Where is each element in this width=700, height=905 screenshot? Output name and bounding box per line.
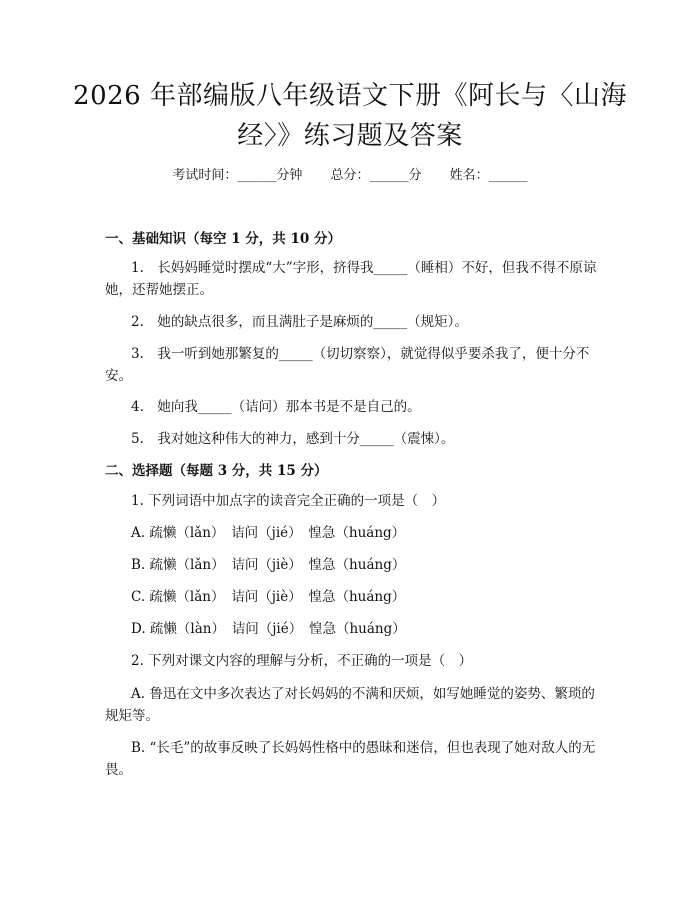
total-score-field: 总分：______分 bbox=[330, 168, 422, 183]
student-name-field: 姓名：______ bbox=[449, 168, 528, 183]
option-item: D. 疏懒（làn） 诘问（jié） 惶急（huáng） bbox=[131, 621, 406, 637]
question-item: 4. 她向我_____（诘问）那本书是不是自己的。 bbox=[131, 399, 421, 415]
question-item: 2. 她的缺点很多，而且满肚子是麻烦的_____（规矩）。 bbox=[131, 314, 468, 330]
document-title: 2026 年部编版八年级语文下册《阿长与〈山海经〉》练习题及答案 bbox=[73, 81, 627, 151]
question-item: 3. 我一听到她那繁复的_____（切切察察），就觉得似乎要杀我了，便十分不安。 bbox=[105, 346, 590, 384]
question-item: 2. 下列对课文内容的理解与分析，不正确的一项是（ ） bbox=[131, 653, 473, 669]
section-heading-choice: 二、选择题（每题 3 分，共 15 分） bbox=[105, 463, 328, 479]
exam-time-field: 考试时间：______分钟 bbox=[172, 168, 303, 183]
option-item: B. “长毛”的故事反映了长妈妈性格中的愚昧和迷信，但也表现了她对敌人的无畏。 bbox=[105, 740, 596, 778]
option-item: A. 疏懒（lǎn） 诘问（jié） 惶急（huáng） bbox=[131, 525, 406, 541]
exam-info-line bbox=[0, 166, 700, 186]
question-item: 1. 下列词语中加点字的读音完全正确的一项是（ ） bbox=[131, 493, 446, 509]
question-item: 5. 我对她这种伟大的神力，感到十分_____（震悚）。 bbox=[131, 431, 455, 447]
option-item: A. 鲁迅在文中多次表达了对长妈妈的不满和厌烦，如写她睡觉的姿势、繁琐的规矩等。 bbox=[105, 686, 595, 724]
section-heading-basic: 一、基础知识（每空 1 分，共 10 分） bbox=[105, 231, 341, 247]
option-item: B. 疏懒（lǎn） 诘问（jiè） 惶急（huáng） bbox=[131, 557, 406, 573]
option-item: C. 疏懒（lǎn） 诘问（jiè） 惶急（huáng） bbox=[131, 589, 406, 605]
question-item: 1. 长妈妈睡觉时摆成“大”字形，挤得我_____（睡相）不好，但我不得不原谅她，还帮她摆正。 bbox=[105, 260, 597, 298]
